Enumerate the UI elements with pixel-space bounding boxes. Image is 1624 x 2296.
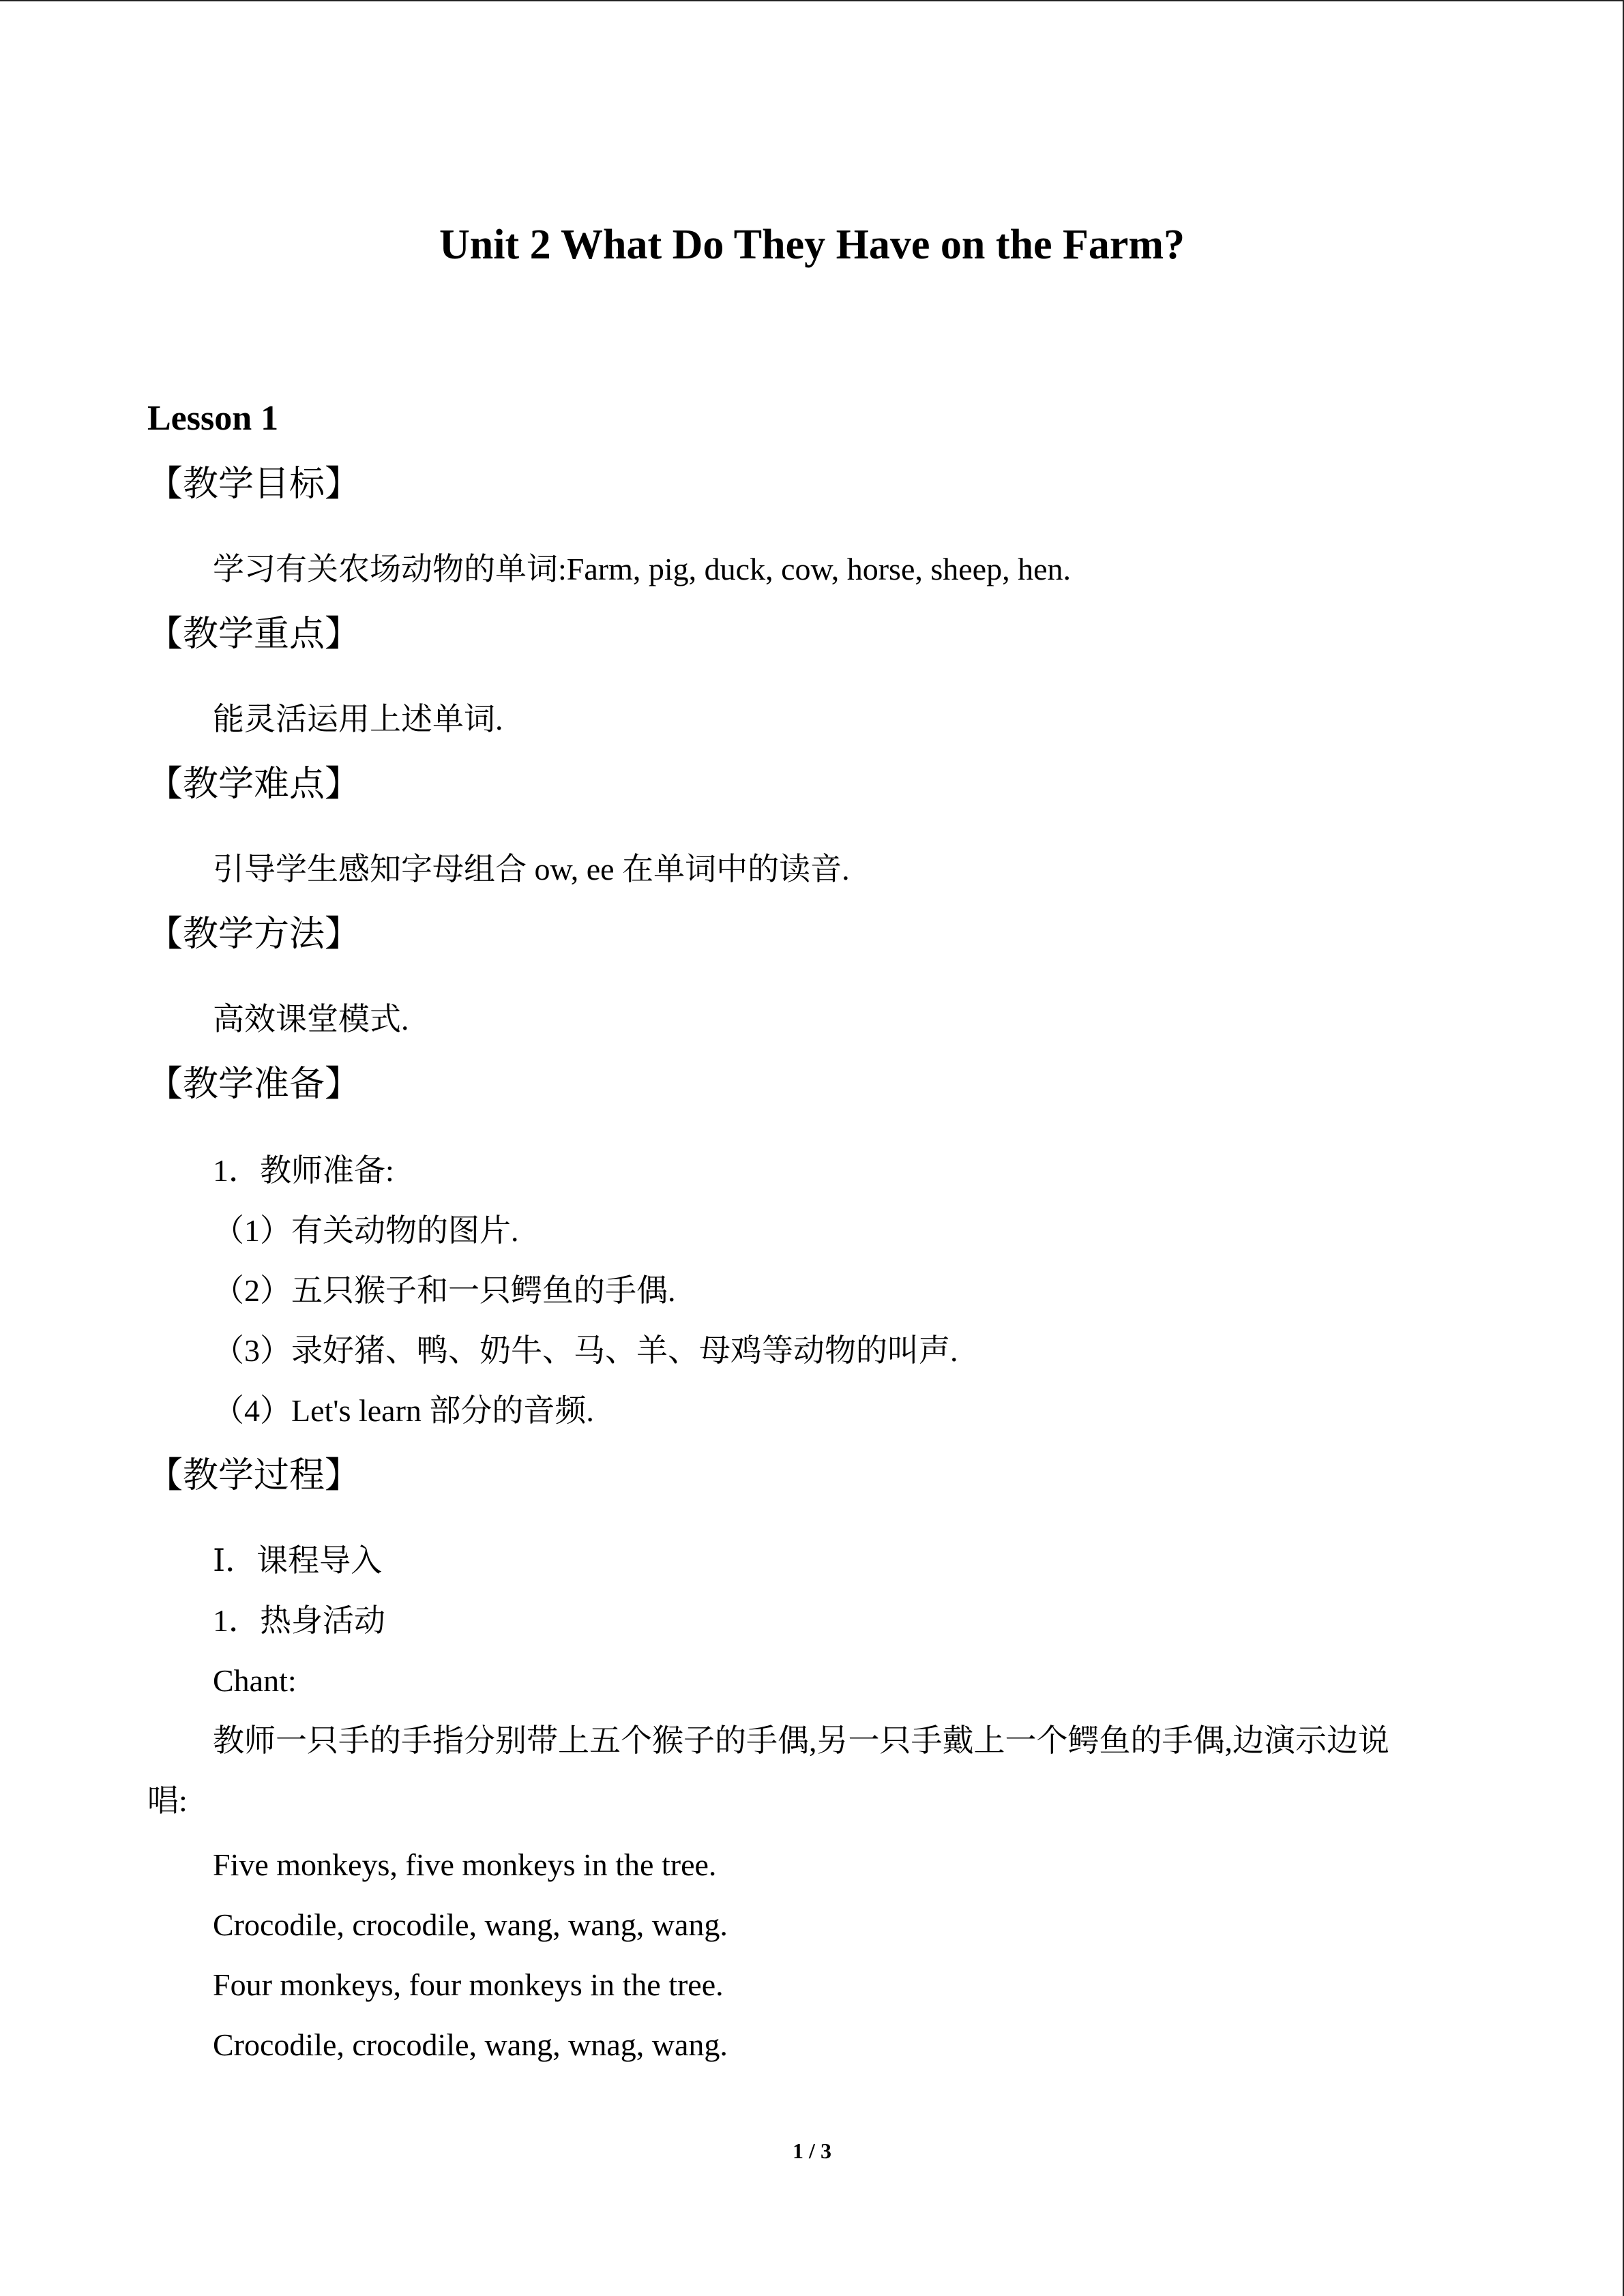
page-number: 1 / 3 (793, 2138, 831, 2163)
preparation-item: （3）录好猪、鸭、奶牛、马、羊、母鸡等动物的叫声. (213, 1333, 958, 1368)
preparation-item: （1）有关动物的图片. (213, 1213, 519, 1248)
chant-line: Crocodile, crocodile, wang, wang, wang. (213, 1907, 728, 1942)
chant-label: Chant: (213, 1663, 297, 1698)
key-points-text: 能灵活运用上述单词. (213, 702, 503, 736)
methods-text: 高效课堂模式. (213, 1002, 409, 1037)
preparation-heading: 【教学准备】 (147, 1064, 361, 1105)
key-points-heading: 【教学重点】 (147, 614, 361, 655)
preparation-item: （2）五只猴子和一只鳄鱼的手偶. (213, 1273, 676, 1308)
process-substep: 1．热身活动 (213, 1603, 385, 1638)
preparation-item: （4）Let's learn 部分的音频. (213, 1393, 594, 1428)
instruction-line-continued: 唱: (147, 1783, 188, 1818)
difficulties-heading: 【教学难点】 (147, 764, 361, 805)
methods-heading: 【教学方法】 (147, 914, 361, 955)
process-step: Ⅰ．课程导入 (213, 1543, 383, 1578)
objectives-text: 学习有关农场动物的单词:Farm, pig, duck, cow, horse, sheep, hen. (213, 552, 1072, 586)
preparation-item: 1．教师准备: (213, 1153, 394, 1188)
chant-line: Crocodile, crocodile, wang, wnag, wang. (213, 2027, 728, 2062)
lesson-title: Lesson 1 (147, 399, 279, 438)
process-heading: 【教学过程】 (147, 1455, 361, 1496)
chant-line: Four monkeys, four monkeys in the tree. (213, 1967, 724, 2002)
document-title: Unit 2 What Do They Have on the Farm? (439, 222, 1185, 268)
chant-line: Five monkeys, five monkeys in the tree. (213, 1847, 717, 1882)
difficulties-text: 引导学生感知字母组合 ow, ee 在单词中的读音. (213, 852, 850, 886)
objectives-heading: 【教学目标】 (147, 464, 361, 505)
instruction-line: 教师一只手的手指分别带上五个猴子的手偶,另一只手戴上一个鳄鱼的手偶,边演示边说 (213, 1723, 1389, 1758)
